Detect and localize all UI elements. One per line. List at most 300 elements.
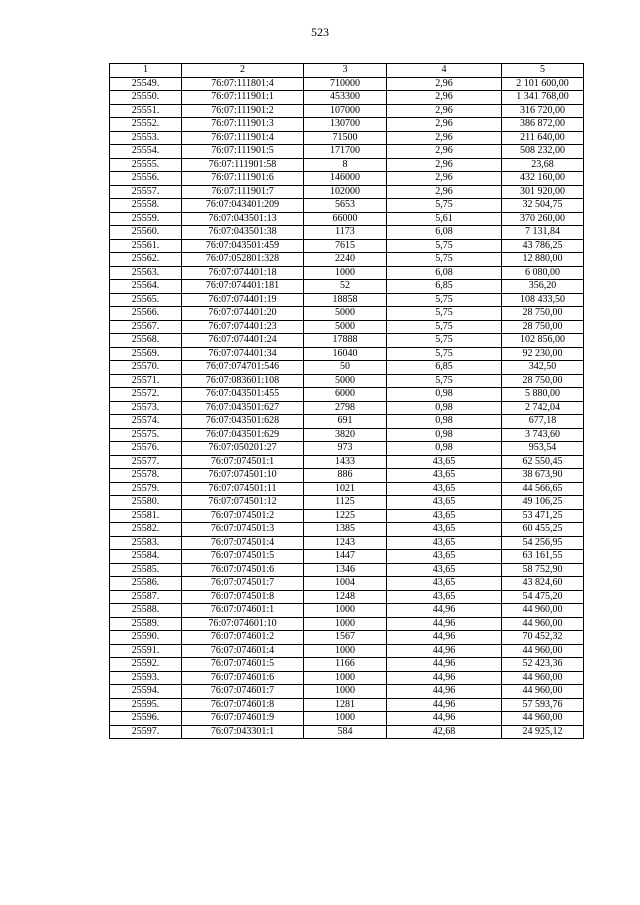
rate-cell: 44,96 xyxy=(387,617,502,631)
area-cell: 3820 xyxy=(304,428,387,442)
table-row xyxy=(110,442,584,456)
table-row xyxy=(110,563,584,577)
rate-cell: 43,65 xyxy=(387,509,502,523)
row-number-cell: 25574. xyxy=(110,415,182,429)
table-row xyxy=(110,91,584,105)
row-number-cell: 25595. xyxy=(110,698,182,712)
table-row xyxy=(110,226,584,240)
cadastral-number-cell: 76:07:074501:11 xyxy=(182,482,304,496)
value-cell: 108 433,50 xyxy=(502,293,584,307)
value-cell: 62 550,45 xyxy=(502,455,584,469)
cadastral-number-cell: 76:07:043401:209 xyxy=(182,199,304,213)
value-cell: 24 925,12 xyxy=(502,725,584,739)
cadastral-number-cell: 76:07:111901:5 xyxy=(182,145,304,159)
value-cell: 60 455,25 xyxy=(502,523,584,537)
table-row xyxy=(110,536,584,550)
cadastral-number-cell: 76:07:074601:1 xyxy=(182,604,304,618)
value-cell: 54 475,20 xyxy=(502,590,584,604)
table-row xyxy=(110,509,584,523)
table-row xyxy=(110,77,584,91)
table-row xyxy=(110,523,584,537)
value-cell: 12 880,00 xyxy=(502,253,584,267)
value-cell: 57 593,76 xyxy=(502,698,584,712)
rate-cell: 44,96 xyxy=(387,658,502,672)
value-cell: 432 160,00 xyxy=(502,172,584,186)
area-cell: 130700 xyxy=(304,118,387,132)
rate-cell: 2,96 xyxy=(387,77,502,91)
area-cell: 50 xyxy=(304,361,387,375)
table-row xyxy=(110,118,584,132)
area-cell: 584 xyxy=(304,725,387,739)
row-number-cell: 25567. xyxy=(110,320,182,334)
area-cell: 107000 xyxy=(304,104,387,118)
row-number-cell: 25583. xyxy=(110,536,182,550)
table-row xyxy=(110,671,584,685)
cadastral-number-cell: 76:07:043501:459 xyxy=(182,239,304,253)
cadastral-number-cell: 76:07:074501:4 xyxy=(182,536,304,550)
value-cell: 44 960,00 xyxy=(502,604,584,618)
cadastral-number-cell: 76:07:074401:19 xyxy=(182,293,304,307)
cadastral-number-cell: 76:07:074601:9 xyxy=(182,712,304,726)
row-number-cell: 25588. xyxy=(110,604,182,618)
area-cell: 1166 xyxy=(304,658,387,672)
table-row xyxy=(110,185,584,199)
row-number-cell: 25553. xyxy=(110,131,182,145)
row-number-cell: 25562. xyxy=(110,253,182,267)
table-row xyxy=(110,617,584,631)
rate-cell: 5,75 xyxy=(387,320,502,334)
cadastral-number-cell: 76:07:074501:6 xyxy=(182,563,304,577)
column-header: 3 xyxy=(304,64,387,78)
rate-cell: 2,96 xyxy=(387,145,502,159)
table-row xyxy=(110,496,584,510)
table-row xyxy=(110,145,584,159)
column-header: 4 xyxy=(387,64,502,78)
row-number-cell: 25582. xyxy=(110,523,182,537)
value-cell: 92 230,00 xyxy=(502,347,584,361)
area-cell: 5000 xyxy=(304,320,387,334)
row-number-cell: 25589. xyxy=(110,617,182,631)
table-row xyxy=(110,685,584,699)
area-cell: 1248 xyxy=(304,590,387,604)
rate-cell: 2,96 xyxy=(387,172,502,186)
value-cell: 38 673,90 xyxy=(502,469,584,483)
cadastral-number-cell: 76:07:111801:4 xyxy=(182,77,304,91)
value-cell: 53 471,25 xyxy=(502,509,584,523)
row-number-cell: 25584. xyxy=(110,550,182,564)
row-number-cell: 25580. xyxy=(110,496,182,510)
row-number-cell: 25551. xyxy=(110,104,182,118)
value-cell: 70 452,32 xyxy=(502,631,584,645)
cadastral-number-cell: 76:07:074601:2 xyxy=(182,631,304,645)
value-cell: 6 080,00 xyxy=(502,266,584,280)
value-cell: 44 960,00 xyxy=(502,685,584,699)
rate-cell: 43,65 xyxy=(387,455,502,469)
rate-cell: 43,65 xyxy=(387,563,502,577)
rate-cell: 5,75 xyxy=(387,239,502,253)
area-cell: 1567 xyxy=(304,631,387,645)
area-cell: 5000 xyxy=(304,307,387,321)
cadastral-number-cell: 76:07:074501:3 xyxy=(182,523,304,537)
value-cell: 43 786,25 xyxy=(502,239,584,253)
rate-cell: 44,96 xyxy=(387,671,502,685)
area-cell: 5000 xyxy=(304,374,387,388)
table-row xyxy=(110,347,584,361)
area-cell: 16040 xyxy=(304,347,387,361)
row-number-cell: 25569. xyxy=(110,347,182,361)
rate-cell: 5,75 xyxy=(387,347,502,361)
row-number-cell: 25585. xyxy=(110,563,182,577)
table-row xyxy=(110,658,584,672)
table-row xyxy=(110,307,584,321)
row-number-cell: 25571. xyxy=(110,374,182,388)
area-cell: 1125 xyxy=(304,496,387,510)
table-row xyxy=(110,455,584,469)
table-body xyxy=(110,77,584,739)
area-cell: 1000 xyxy=(304,604,387,618)
area-cell: 1021 xyxy=(304,482,387,496)
cadastral-number-cell: 76:07:111901:2 xyxy=(182,104,304,118)
row-number-cell: 25586. xyxy=(110,577,182,591)
rate-cell: 5,75 xyxy=(387,334,502,348)
cadastral-number-cell: 76:07:074601:5 xyxy=(182,658,304,672)
table-row xyxy=(110,388,584,402)
area-cell: 71500 xyxy=(304,131,387,145)
cadastral-number-cell: 76:07:043501:629 xyxy=(182,428,304,442)
row-number-cell: 25561. xyxy=(110,239,182,253)
value-cell: 5 880,00 xyxy=(502,388,584,402)
table-row xyxy=(110,212,584,226)
rate-cell: 44,96 xyxy=(387,604,502,618)
cadastral-number-cell: 76:07:074501:1 xyxy=(182,455,304,469)
rate-cell: 6,85 xyxy=(387,361,502,375)
value-cell: 370 260,00 xyxy=(502,212,584,226)
value-cell: 316 720,00 xyxy=(502,104,584,118)
area-cell: 1000 xyxy=(304,617,387,631)
value-cell: 28 750,00 xyxy=(502,307,584,321)
table-row xyxy=(110,374,584,388)
area-cell: 6000 xyxy=(304,388,387,402)
value-cell: 3 743,60 xyxy=(502,428,584,442)
table-row xyxy=(110,401,584,415)
row-number-cell: 25552. xyxy=(110,118,182,132)
row-number-cell: 25564. xyxy=(110,280,182,294)
table-row xyxy=(110,428,584,442)
value-cell: 23,68 xyxy=(502,158,584,172)
value-cell: 2 101 600,00 xyxy=(502,77,584,91)
row-number-cell: 25578. xyxy=(110,469,182,483)
row-number-cell: 25575. xyxy=(110,428,182,442)
table-row xyxy=(110,199,584,213)
rate-cell: 6,08 xyxy=(387,226,502,240)
rate-cell: 0,98 xyxy=(387,415,502,429)
row-number-cell: 25563. xyxy=(110,266,182,280)
value-cell: 63 161,55 xyxy=(502,550,584,564)
rate-cell: 2,96 xyxy=(387,131,502,145)
cadastral-number-cell: 76:07:052801:328 xyxy=(182,253,304,267)
rate-cell: 5,75 xyxy=(387,199,502,213)
row-number-cell: 25556. xyxy=(110,172,182,186)
rate-cell: 43,65 xyxy=(387,469,502,483)
table-row xyxy=(110,712,584,726)
row-number-cell: 25550. xyxy=(110,91,182,105)
area-cell: 7615 xyxy=(304,239,387,253)
area-cell: 171700 xyxy=(304,145,387,159)
area-cell: 1385 xyxy=(304,523,387,537)
table-row xyxy=(110,361,584,375)
area-cell: 2240 xyxy=(304,253,387,267)
rate-cell: 43,65 xyxy=(387,590,502,604)
table-row xyxy=(110,266,584,280)
table-row xyxy=(110,725,584,739)
rate-cell: 0,98 xyxy=(387,388,502,402)
area-cell: 146000 xyxy=(304,172,387,186)
area-cell: 691 xyxy=(304,415,387,429)
value-cell: 52 423,36 xyxy=(502,658,584,672)
table-row xyxy=(110,415,584,429)
value-cell: 28 750,00 xyxy=(502,320,584,334)
value-cell: 677,18 xyxy=(502,415,584,429)
rate-cell: 5,61 xyxy=(387,212,502,226)
value-cell: 1 341 768,00 xyxy=(502,91,584,105)
value-cell: 44 960,00 xyxy=(502,671,584,685)
value-cell: 43 824,60 xyxy=(502,577,584,591)
row-number-cell: 25594. xyxy=(110,685,182,699)
cadastral-number-cell: 76:07:074501:8 xyxy=(182,590,304,604)
table-row xyxy=(110,104,584,118)
row-number-cell: 25555. xyxy=(110,158,182,172)
rate-cell: 43,65 xyxy=(387,523,502,537)
area-cell: 1225 xyxy=(304,509,387,523)
rate-cell: 2,96 xyxy=(387,104,502,118)
area-cell: 1447 xyxy=(304,550,387,564)
cadastral-number-cell: 76:07:074401:181 xyxy=(182,280,304,294)
table-row xyxy=(110,698,584,712)
area-cell: 1243 xyxy=(304,536,387,550)
rate-cell: 2,96 xyxy=(387,185,502,199)
cadastral-number-cell: 76:07:074601:4 xyxy=(182,644,304,658)
table-row xyxy=(110,280,584,294)
rate-cell: 0,98 xyxy=(387,428,502,442)
area-cell: 1281 xyxy=(304,698,387,712)
value-cell: 2 742,04 xyxy=(502,401,584,415)
row-number-cell: 25559. xyxy=(110,212,182,226)
value-cell: 386 872,00 xyxy=(502,118,584,132)
value-cell: 301 920,00 xyxy=(502,185,584,199)
area-cell: 973 xyxy=(304,442,387,456)
table-row xyxy=(110,334,584,348)
rate-cell: 5,75 xyxy=(387,293,502,307)
cadastral-number-cell: 76:07:074501:7 xyxy=(182,577,304,591)
rate-cell: 43,65 xyxy=(387,496,502,510)
value-cell: 508 232,00 xyxy=(502,145,584,159)
header-row xyxy=(110,64,584,78)
value-cell: 58 752,90 xyxy=(502,563,584,577)
page-number: 523 xyxy=(311,25,329,39)
area-cell: 102000 xyxy=(304,185,387,199)
table-row xyxy=(110,253,584,267)
rate-cell: 43,65 xyxy=(387,550,502,564)
value-cell: 211 640,00 xyxy=(502,131,584,145)
row-number-cell: 25570. xyxy=(110,361,182,375)
area-cell: 52 xyxy=(304,280,387,294)
row-number-cell: 25549. xyxy=(110,77,182,91)
cadastral-number-cell: 76:07:111901:1 xyxy=(182,91,304,105)
row-number-cell: 25597. xyxy=(110,725,182,739)
value-cell: 44 566,65 xyxy=(502,482,584,496)
area-cell: 453300 xyxy=(304,91,387,105)
area-cell: 710000 xyxy=(304,77,387,91)
cadastral-number-cell: 76:07:074701:546 xyxy=(182,361,304,375)
cadastral-number-cell: 76:07:111901:4 xyxy=(182,131,304,145)
rate-cell: 44,96 xyxy=(387,644,502,658)
row-number-cell: 25579. xyxy=(110,482,182,496)
column-header: 1 xyxy=(110,64,182,78)
row-number-cell: 25593. xyxy=(110,671,182,685)
rate-cell: 43,65 xyxy=(387,482,502,496)
cadastral-number-cell: 76:07:074601:10 xyxy=(182,617,304,631)
rate-cell: 5,75 xyxy=(387,307,502,321)
row-number-cell: 25560. xyxy=(110,226,182,240)
column-header: 5 xyxy=(502,64,584,78)
row-number-cell: 25581. xyxy=(110,509,182,523)
row-number-cell: 25557. xyxy=(110,185,182,199)
area-cell: 1004 xyxy=(304,577,387,591)
row-number-cell: 25554. xyxy=(110,145,182,159)
rate-cell: 43,65 xyxy=(387,577,502,591)
cadastral-number-cell: 76:07:074601:7 xyxy=(182,685,304,699)
cadastral-number-cell: 76:07:050201:27 xyxy=(182,442,304,456)
table-row xyxy=(110,158,584,172)
cadastral-number-cell: 76:07:043501:628 xyxy=(182,415,304,429)
rate-cell: 6,08 xyxy=(387,266,502,280)
row-number-cell: 25587. xyxy=(110,590,182,604)
cadastral-table xyxy=(109,63,584,739)
cadastral-number-cell: 76:07:074601:8 xyxy=(182,698,304,712)
row-number-cell: 25590. xyxy=(110,631,182,645)
area-cell: 2798 xyxy=(304,401,387,415)
rate-cell: 2,96 xyxy=(387,158,502,172)
row-number-cell: 25568. xyxy=(110,334,182,348)
area-cell: 8 xyxy=(304,158,387,172)
table-row xyxy=(110,469,584,483)
cadastral-number-cell: 76:07:074501:12 xyxy=(182,496,304,510)
area-cell: 1000 xyxy=(304,671,387,685)
cadastral-number-cell: 76:07:043501:455 xyxy=(182,388,304,402)
cadastral-number-cell: 76:07:074401:20 xyxy=(182,307,304,321)
rate-cell: 42,68 xyxy=(387,725,502,739)
value-cell: 356,20 xyxy=(502,280,584,294)
row-number-cell: 25592. xyxy=(110,658,182,672)
cadastral-number-cell: 76:07:074501:5 xyxy=(182,550,304,564)
cadastral-number-cell: 76:07:111901:3 xyxy=(182,118,304,132)
area-cell: 1000 xyxy=(304,644,387,658)
rate-cell: 0,98 xyxy=(387,401,502,415)
area-cell: 886 xyxy=(304,469,387,483)
cadastral-number-cell: 76:07:074601:6 xyxy=(182,671,304,685)
value-cell: 342,50 xyxy=(502,361,584,375)
table-row xyxy=(110,644,584,658)
cadastral-number-cell: 76:07:111901:6 xyxy=(182,172,304,186)
area-cell: 18858 xyxy=(304,293,387,307)
row-number-cell: 25565. xyxy=(110,293,182,307)
value-cell: 953,54 xyxy=(502,442,584,456)
area-cell: 1173 xyxy=(304,226,387,240)
row-number-cell: 25572. xyxy=(110,388,182,402)
row-number-cell: 25573. xyxy=(110,401,182,415)
rate-cell: 44,96 xyxy=(387,685,502,699)
area-cell: 1000 xyxy=(304,712,387,726)
rate-cell: 44,96 xyxy=(387,712,502,726)
area-cell: 1433 xyxy=(304,455,387,469)
area-cell: 17888 xyxy=(304,334,387,348)
rate-cell: 43,65 xyxy=(387,536,502,550)
cadastral-number-cell: 76:07:074401:34 xyxy=(182,347,304,361)
value-cell: 102 856,00 xyxy=(502,334,584,348)
table-row xyxy=(110,631,584,645)
rate-cell: 6,85 xyxy=(387,280,502,294)
rate-cell: 2,96 xyxy=(387,91,502,105)
cadastral-number-cell: 76:07:043501:13 xyxy=(182,212,304,226)
table-row xyxy=(110,604,584,618)
cadastral-number-cell: 76:07:074401:18 xyxy=(182,266,304,280)
table-row xyxy=(110,239,584,253)
table-row xyxy=(110,482,584,496)
cadastral-number-cell: 76:07:111901:58 xyxy=(182,158,304,172)
row-number-cell: 25596. xyxy=(110,712,182,726)
value-cell: 54 256,95 xyxy=(502,536,584,550)
area-cell: 1346 xyxy=(304,563,387,577)
table-row xyxy=(110,320,584,334)
area-cell: 1000 xyxy=(304,685,387,699)
cadastral-number-cell: 76:07:074401:24 xyxy=(182,334,304,348)
value-cell: 32 504,75 xyxy=(502,199,584,213)
table-row xyxy=(110,131,584,145)
rate-cell: 5,75 xyxy=(387,253,502,267)
rate-cell: 44,96 xyxy=(387,698,502,712)
area-cell: 5653 xyxy=(304,199,387,213)
area-cell: 66000 xyxy=(304,212,387,226)
rate-cell: 5,75 xyxy=(387,374,502,388)
row-number-cell: 25558. xyxy=(110,199,182,213)
row-number-cell: 25577. xyxy=(110,455,182,469)
table-row xyxy=(110,172,584,186)
table-row xyxy=(110,590,584,604)
table-row xyxy=(110,550,584,564)
row-number-cell: 25566. xyxy=(110,307,182,321)
table-row xyxy=(110,293,584,307)
cadastral-number-cell: 76:07:074401:23 xyxy=(182,320,304,334)
cadastral-number-cell: 76:07:043501:627 xyxy=(182,401,304,415)
cadastral-number-cell: 76:07:043501:38 xyxy=(182,226,304,240)
cadastral-number-cell: 76:07:083601:108 xyxy=(182,374,304,388)
area-cell: 1000 xyxy=(304,266,387,280)
table-row xyxy=(110,577,584,591)
cadastral-number-cell: 76:07:111901:7 xyxy=(182,185,304,199)
rate-cell: 44,96 xyxy=(387,631,502,645)
rate-cell: 0,98 xyxy=(387,442,502,456)
row-number-cell: 25591. xyxy=(110,644,182,658)
value-cell: 44 960,00 xyxy=(502,712,584,726)
value-cell: 7 131,84 xyxy=(502,226,584,240)
column-header: 2 xyxy=(182,64,304,78)
cadastral-number-cell: 76:07:074501:2 xyxy=(182,509,304,523)
value-cell: 49 106,25 xyxy=(502,496,584,510)
value-cell: 44 960,00 xyxy=(502,644,584,658)
rate-cell: 2,96 xyxy=(387,118,502,132)
value-cell: 28 750,00 xyxy=(502,374,584,388)
cadastral-number-cell: 76:07:074501:10 xyxy=(182,469,304,483)
